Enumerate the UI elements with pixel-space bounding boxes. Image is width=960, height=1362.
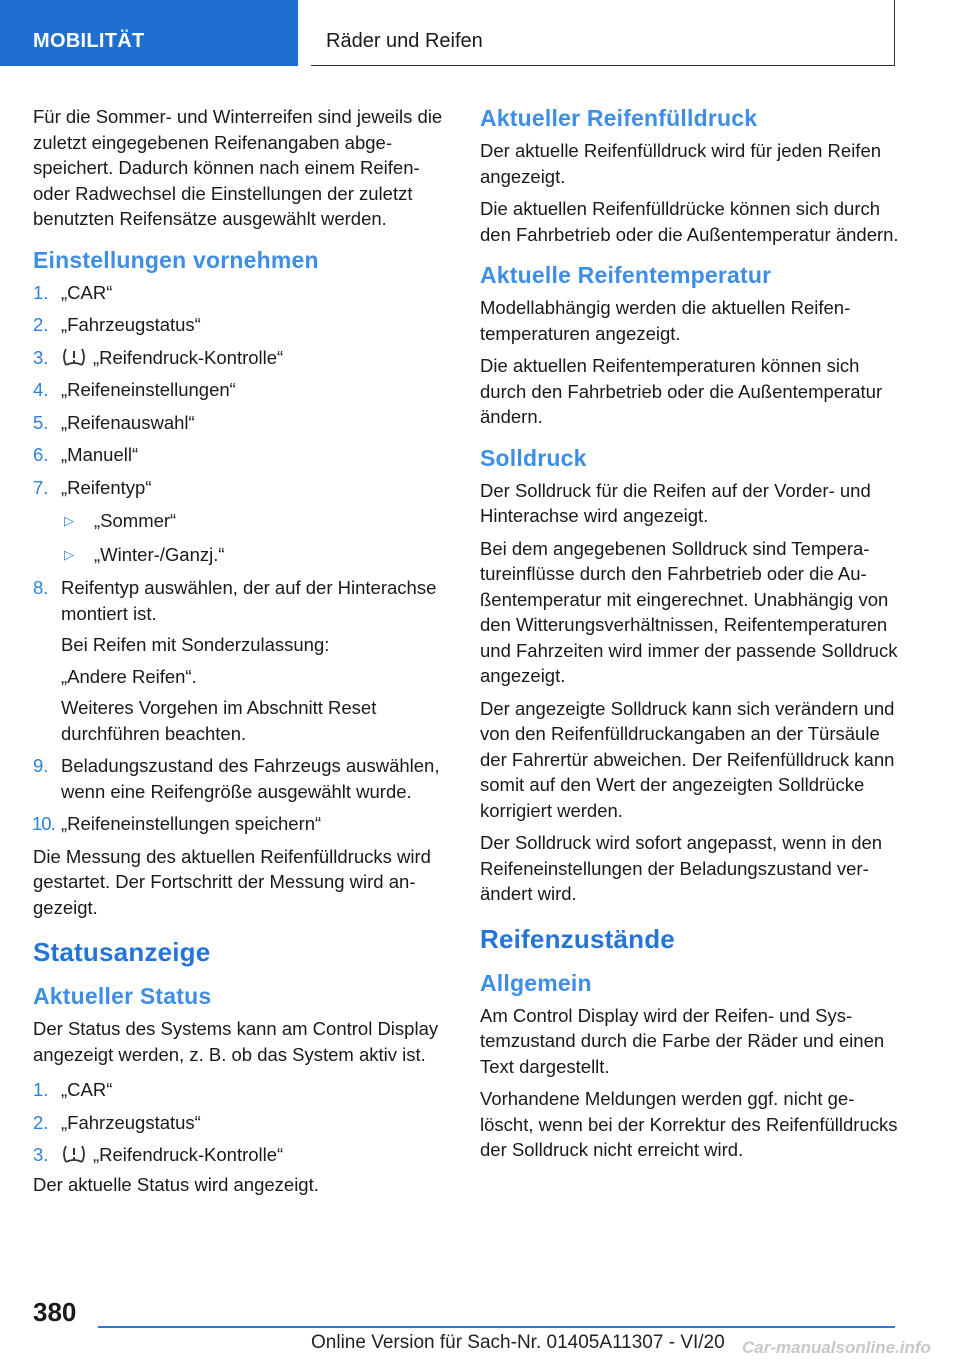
heading-current-temperature: Aktuelle Reifentemperatur [480,262,772,288]
right-column [480,104,900,1170]
list-item: 5. „Reifenauswahl“ [33,411,195,433]
paragraph: Der angezeigte Solldruck kann sich verändern und von den Reifenfülldruckangaben an der Türsäule der Fahrertür abweichen. Der Reifenfülldruck kann somit auf den Wert der angezeigten Solldrücke korrigiert werden. [480,697,895,821]
footer-divider [98,1326,895,1328]
sub-list-item: ▷ „Sommer“ [61,508,451,534]
sub-list-item: ▷ „Winter-/Ganzj.“ [61,542,451,568]
current-status-paragraph: Der Status des Systems kann am Control Display angezeigt werden, z. B. ob das System aktiv ist. [33,1018,439,1065]
heading-tire-conditions: Reifenzustände [480,923,675,954]
chapter-title: Räder und Reifen [311,0,895,66]
list-item: 4. „Reifeneinstellungen“ [33,379,236,400]
paragraph: Der Solldruck für die Reifen auf der Vorder- und Hinterachse wird angezeigt. [480,479,871,526]
list-item: 1. „CAR“ [33,1079,113,1100]
measurement-paragraph: Die Messung des aktuellen Reifenfülldrucks wird gestartet. Der Fortschritt der Messung wird angezeigt. [33,845,431,918]
list-item: 2. „Fahrzeugstatus“ [33,314,201,335]
heading-status-display: Statusanzeige [33,937,211,967]
watermark: Car-manualsonline.info [742,1338,931,1357]
paragraph: Bei dem angegebenen Solldruck sind Temperatureinflüsse durch den Fahrbetrieb oder die Außentemperatur mit eingerechnet. Unabhängig von den Witterungsverhältnissen, Reifentemperaturen und Fahrzeiten wird immer der passende Solldruck angezeigt. [480,537,898,686]
list-item: 9. Beladungszustand des Fahrzeugs auswählen, wenn eine Reifengröße ausgewählt wurde. [33,755,440,802]
list-item: 3. „Reifendruck-Kontrolle“ [33,346,284,368]
status-result-paragraph: Der aktuelle Status wird angezeigt. [33,1173,319,1195]
page-header [0,0,960,66]
tire-pressure-warning-icon [61,1143,87,1165]
page-number: 380 [33,1297,77,1327]
paragraph: Die aktuellen Reifenfülldrücke können sich durch den Fahrbetrieb oder die Außentemperatur ändern. [480,198,899,245]
list-item: 10. „Reifeneinstellungen speichern“ [32,813,322,834]
tire-pressure-warning-icon [61,346,87,368]
left-column [33,104,451,1204]
section-tab: MOBILITÄT [0,0,298,66]
paragraph: Der Solldruck wird sofort angepasst, wenn in den Reifeneinstellungen der Beladungszustand verändert wird. [480,832,883,904]
list-item: 1. „CAR“ [33,281,113,303]
list-item: 6. „Manuell“ [33,444,139,465]
triangle-bullet-icon: ▷ [64,513,74,528]
status-steps [33,1077,451,1168]
list-item: 8. Reifentyp auswählen, der auf der Hinterachse montiert ist. Bei Reifen mit Sonderzulassung: „Andere Reifen“. Weiteres Vorgehen im Abschnitt Reset durchführen beachten. [33,577,437,744]
heading-current-status: Aktueller Status [33,983,212,1009]
list-item: 2. „Fahrzeugstatus“ [33,1111,201,1133]
paragraph: Modellabhängig werden die aktuellen Reifentemperaturen angezeigt. [480,297,851,344]
heading-settings: Einstellungen vornehmen [33,246,319,273]
triangle-bullet-icon: ▷ [64,546,74,562]
heading-current-pressure: Aktueller Reifenfülldruck [480,105,758,131]
list-item: 7. „Reifentyp“ ▷ „Sommer“ ▷ „Winter-/Ganzj.“ [33,475,451,568]
paragraph: Die aktuellen Reifentemperaturen können sich durch den Fahrbetrieb oder die Außentemperatur ändern. [480,355,883,427]
paragraph: Am Control Display wird der Reifen- und Systemzustand durch die Farbe der Räder und einen Text dargestellt. [480,1004,885,1077]
settings-steps [33,280,451,837]
paragraph: Vorhandene Meldungen werden ggf. nicht gelöscht, wenn bei der Korrektur des Reifenfülldrucks der Solldruck nicht erreicht wird. [480,1088,898,1160]
footer-version: Online Version für Sach-Nr. 01405A11307 - VI/20 [311,1332,725,1353]
tire-type-options [61,508,451,567]
paragraph: Der aktuelle Reifenfülldruck wird für jeden Reifen angezeigt. [480,140,882,187]
list-item: 3. „Reifendruck-Kontrolle“ [33,1144,284,1165]
heading-target-pressure: Solldruck [480,444,587,471]
heading-general: Allgemein [480,969,592,996]
intro-paragraph: Für die Sommer- und Winterreifen sind jeweils die zuletzt eingegebenen Reifenangaben abgespeichert. Dadurch können nach einem Reifen- oder Radwechsel die Einstellungen der zuletzt benutzten Reifensätze ausgewählt werden. [33,106,443,229]
